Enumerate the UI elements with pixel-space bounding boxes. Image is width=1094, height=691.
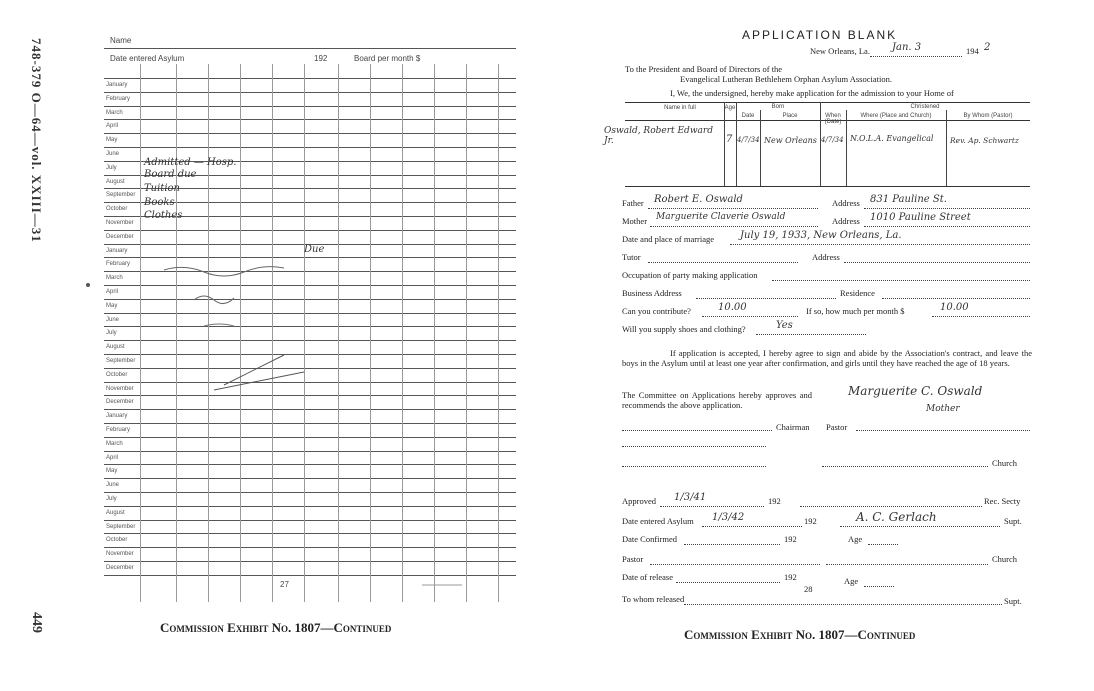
table-col	[724, 102, 725, 186]
th-born: Born	[771, 104, 785, 110]
age2-line	[864, 586, 894, 587]
ledger-month-label: January	[106, 413, 128, 420]
ledger-month-label: August	[106, 178, 125, 185]
margin-dot	[86, 283, 90, 287]
ledger-month-label: December	[106, 399, 134, 406]
application-form	[600, 26, 1040, 611]
ledger-month-label: March	[106, 440, 123, 447]
chairman-line	[622, 430, 772, 431]
date-line	[870, 56, 962, 57]
ledger-month-label: April	[106, 289, 119, 295]
ledger-month-label: June	[106, 482, 120, 489]
marriage-line	[730, 244, 1030, 245]
confirmed-line	[684, 544, 780, 545]
supt-label: Supt.	[1004, 516, 1022, 526]
th-when: When (Date)	[824, 113, 842, 125]
left-caption: Commission Exhibit No. 1807—Continued	[160, 620, 392, 635]
ledger-month-label: April	[106, 123, 119, 130]
residence-line	[882, 298, 1030, 299]
marriage-value: July 19, 1933, New Orleans, La.	[740, 230, 902, 241]
ledger-month-label: September	[106, 358, 136, 364]
th-date: Date	[741, 113, 755, 119]
ledger-month-label: February	[106, 95, 131, 102]
release-year: 192	[784, 572, 797, 582]
signature: Marguerite C. Oswald	[848, 384, 983, 398]
father-address-line	[864, 208, 1030, 209]
entry-june: Board due	[144, 169, 197, 180]
tutor-address-label: Address	[812, 252, 840, 262]
entry-sept: Clothes	[144, 210, 183, 221]
ledger-board-label: Board per month $	[354, 54, 421, 63]
ledger-month-label: May	[106, 137, 118, 144]
ledger-page-note: 27	[280, 580, 289, 589]
th-name: Name in full	[664, 105, 696, 111]
ledger-month-label: September	[106, 192, 136, 199]
ledger-month-label: December	[106, 233, 134, 240]
release-note: 28	[804, 584, 813, 594]
agreement-text: If application is accepted, I hereby agree to sign and abide by the Association's contract, and leave the boys in the Asylum until at least one year after confirmation, and girls until they have reached the age of 18 years.	[622, 348, 1032, 368]
church2-line	[826, 564, 988, 565]
business-line	[696, 298, 836, 299]
table-bottom	[625, 186, 1030, 187]
child-christened-where: N.O.L.A. Evangelical	[850, 134, 934, 143]
supt-line	[840, 526, 1000, 527]
occupation-label: Occupation of party making application	[622, 270, 758, 280]
release-label: Date of release	[622, 572, 673, 582]
ledger-month-label: June	[106, 316, 120, 323]
church2-label: Church	[992, 554, 1018, 564]
committee-text: The Committee on Applications hereby approves and recommends the above application.	[622, 390, 812, 410]
entry-dec: Due	[304, 244, 325, 255]
tutor-address-line	[844, 262, 1030, 263]
ledger-name-label: Name	[110, 36, 132, 45]
pastor-line	[856, 430, 1030, 431]
chairman-label: Chairman	[776, 422, 810, 432]
entry-july: Tuition	[144, 183, 180, 194]
ledger-date-entered-label: Date entered Asylum	[110, 54, 185, 63]
form-title: APPLICATION BLANK	[742, 28, 898, 42]
ledger-month-label: March	[106, 109, 123, 116]
date-entered-line	[702, 526, 802, 527]
how-much-label: If so, how much per month $	[806, 306, 905, 316]
business-label: Business Address	[622, 288, 682, 298]
approved-value: 1/3/41	[674, 492, 707, 503]
application-text: I, We, the undersigned, hereby make application for the admission to your Home of	[670, 88, 954, 98]
signature-role: Mother	[926, 404, 960, 414]
ledger-month-label: October	[106, 206, 128, 213]
child-born-date: 4/7/34	[737, 136, 760, 144]
mother-line	[650, 226, 818, 227]
table-col	[760, 110, 761, 186]
ledger-month-label: August	[106, 509, 125, 516]
age-line	[868, 544, 898, 545]
th-christened: Christened	[910, 104, 940, 110]
ledger-month-label: November	[106, 551, 134, 558]
mother-label: Mother	[622, 216, 648, 226]
child-christened-date: 4/7/34	[821, 136, 844, 144]
blank-line	[622, 466, 766, 467]
table-col	[846, 110, 847, 186]
approved-year: 192	[768, 496, 781, 506]
form-year-hand: 2	[984, 42, 991, 53]
age-label: Age	[848, 534, 863, 544]
ledger-month-label: February	[106, 427, 131, 433]
entry-aug: Books	[144, 197, 175, 208]
right-caption: Commission Exhibit No. 1807—Continued	[684, 627, 916, 642]
pastor2-label: Pastor	[622, 554, 644, 564]
date-entered-value: 1/3/42	[712, 512, 745, 523]
addressee-1: To the President and Board of Directors of the	[625, 64, 783, 74]
table-col	[946, 110, 947, 186]
child-christened-by: Rev. Ap. Schwartz	[950, 136, 1019, 145]
ledger-month-label: October	[106, 371, 128, 378]
child-born-place: New Orleans	[764, 136, 817, 145]
confirmed-year: 192	[784, 534, 797, 544]
addressee-2: Evangelical Lutheran Bethlehem Orphan Asylum Association.	[680, 74, 892, 84]
tutor-label: Tutor	[622, 252, 641, 262]
th-by-whom: By Whom (Pastor)	[963, 113, 1013, 119]
ledger-month-label: September	[106, 523, 136, 530]
page-number: 449	[29, 612, 44, 633]
shoes-line	[756, 334, 866, 335]
th-place: Place	[782, 113, 798, 119]
how-much-value: 10.00	[940, 302, 969, 313]
entry-may: Admitted — Hosp.	[144, 157, 237, 168]
father-label: Father	[622, 198, 644, 208]
marriage-label: Date and place of marriage	[622, 234, 715, 244]
father-address-label: Address	[832, 198, 860, 208]
mother-address-line	[864, 226, 1030, 227]
supt-signature: A. C. Gerlach	[856, 510, 937, 524]
date-hand: Jan. 3	[892, 42, 922, 53]
form-year-prefix: 194	[966, 46, 979, 56]
ledger-month-label: February	[106, 261, 131, 268]
city-label: New Orleans, La.	[810, 46, 870, 56]
blank-line	[622, 446, 766, 447]
ledger-page	[104, 30, 524, 602]
date-entered-year: 192	[804, 516, 817, 526]
father-line	[648, 208, 818, 209]
church-label: Church	[992, 458, 1018, 468]
contribute-line	[702, 316, 798, 317]
pastor-label: Pastor	[826, 422, 848, 432]
tutor-line	[648, 262, 798, 263]
father-value: Robert E. Oswald	[654, 194, 743, 205]
church-line	[822, 466, 988, 467]
ledger-month-label: January	[106, 247, 128, 254]
ledger-month-label: June	[106, 151, 120, 157]
shoes-value: Yes	[776, 320, 793, 331]
contribute-label: Can you contribute?	[622, 306, 691, 316]
margin-volume-code: 748-379 O—64—vol. XXIII—31	[29, 38, 44, 243]
mother-address: 1010 Pauline Street	[870, 212, 971, 223]
ledger-year-prefix: 192	[314, 54, 328, 63]
ledger-scribbles	[104, 30, 524, 602]
ledger-month-label: October	[106, 537, 128, 544]
ledger-month-label: March	[106, 275, 123, 282]
th-age: Age	[724, 105, 736, 111]
ledger-month-label: July	[106, 330, 117, 337]
ledger-month-label: July	[106, 164, 117, 171]
father-address: 831 Pauline St.	[870, 194, 947, 205]
approved-label: Approved	[622, 496, 656, 506]
th-where: Where (Place and Church)	[860, 113, 932, 119]
ledger-month-label: January	[106, 82, 128, 88]
table-top	[625, 102, 1030, 103]
rec-secty-label: Rec. Secty	[984, 496, 1021, 506]
child-age: 7	[726, 134, 733, 145]
approved-line	[660, 506, 764, 507]
date-entered-label: Date entered Asylum	[622, 516, 694, 526]
ledger-month-label: May	[106, 468, 118, 475]
released-to-line	[684, 604, 1002, 605]
how-much-line	[932, 316, 1030, 317]
mother-value: Marguerite Claverie Oswald	[656, 212, 786, 222]
ledger-month-label: August	[106, 344, 125, 351]
ledger-month-label: April	[106, 454, 119, 461]
age2-label: Age	[844, 576, 859, 586]
shoes-label: Will you supply shoes and clothing?	[622, 324, 746, 334]
supt2-label: Supt.	[1004, 596, 1022, 606]
release-line	[676, 582, 780, 583]
pastor2-line	[650, 564, 820, 565]
ledger-month-label: December	[106, 565, 134, 571]
residence-label: Residence	[840, 288, 875, 298]
rec-line	[800, 506, 982, 507]
ledger-month-label: May	[106, 302, 118, 309]
child-name: Oswald, Robert Edward Jr.	[604, 126, 713, 146]
released-to-label: To whom released	[622, 594, 685, 604]
ledger-month-label: July	[106, 496, 117, 502]
mother-address-label: Address	[832, 216, 860, 226]
occupation-line	[772, 280, 1030, 281]
ledger-month-label: November	[106, 385, 134, 392]
contribute-value: 10.00	[718, 302, 747, 313]
ledger-month-label: November	[106, 220, 134, 226]
confirmed-label: Date Confirmed	[622, 534, 677, 544]
